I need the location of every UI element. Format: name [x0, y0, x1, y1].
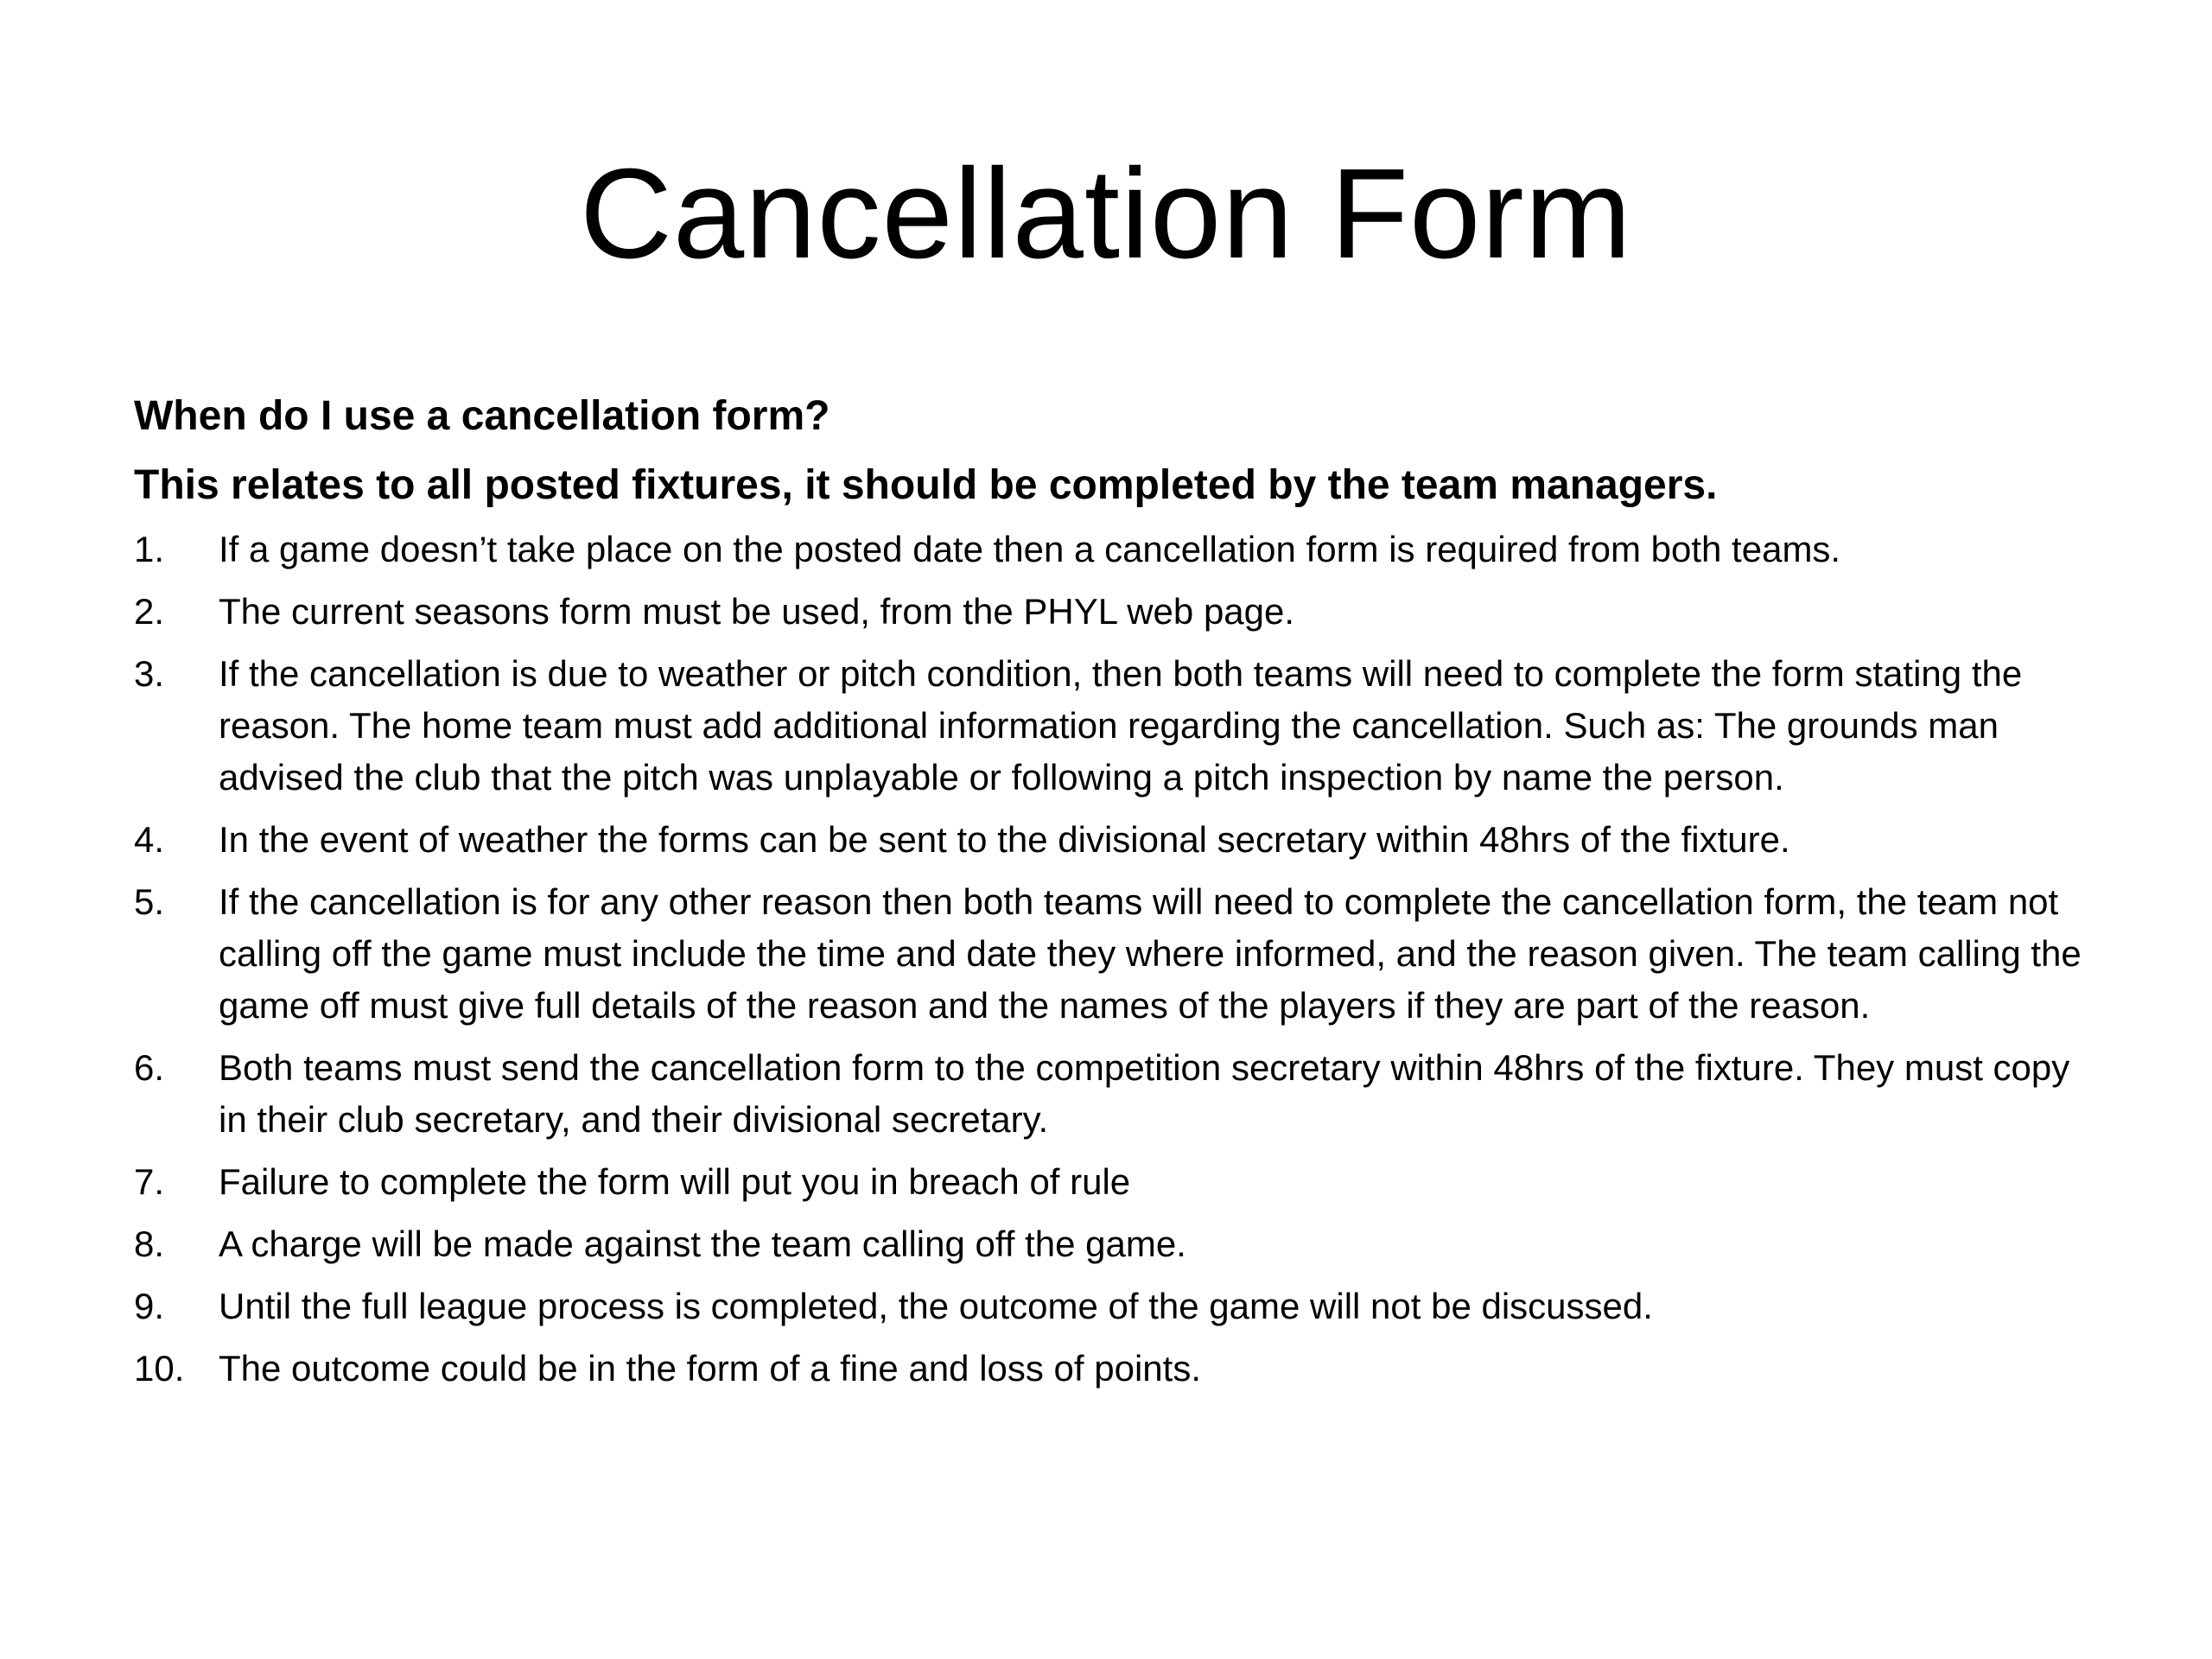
rule-item — [134, 1218, 2104, 1270]
rule-item — [134, 648, 2104, 804]
rule-number: 2. — [134, 591, 165, 632]
rule-text: If the cancellation is for any other reason then both teams will need to complete the cancellation form, the team not calling off the game must include the time and date they where informed, and the reason given. The team calling the game off must give full details of the reason and the names of the players if they are part of the reason. — [219, 881, 2082, 1026]
rule-text: If a game doesn’t take place on the posted date then a cancellation form is required from both teams. — [219, 529, 1841, 569]
slide-title: Cancellation Form — [580, 143, 1632, 285]
rule-item — [134, 814, 2104, 866]
rule-text: In the event of weather the forms can be sent to the divisional secretary within 48hrs of the fixture. — [219, 819, 1790, 860]
rule-item — [134, 524, 2104, 575]
rule-number: 4. — [134, 819, 165, 860]
rule-number: 1. — [134, 529, 165, 569]
rule-number: 10. — [134, 1348, 185, 1389]
rule-item — [134, 1281, 2104, 1332]
rule-text: Failure to complete the form will put you in breach of rule — [219, 1161, 1131, 1202]
rule-text: Both teams must send the cancellation form to the competition secretary within 48hrs of the fixture. They must copy in their club secretary, and their divisional secretary. — [219, 1047, 2070, 1140]
intro-question: When do I use a cancellation form? — [134, 393, 830, 439]
rule-text: A charge will be made against the team calling off the game. — [219, 1224, 1186, 1264]
rule-number: 8. — [134, 1224, 165, 1264]
rule-number: 6. — [134, 1047, 165, 1088]
rule-item — [134, 876, 2104, 1032]
rule-number: 9. — [134, 1286, 165, 1326]
rule-text: The current seasons form must be used, from the PHYL web page. — [219, 591, 1295, 632]
rule-item — [134, 1343, 2104, 1395]
rule-text: The outcome could be in the form of a fine and loss of points. — [219, 1348, 1201, 1389]
rule-number: 5. — [134, 881, 165, 922]
rule-item — [134, 586, 2104, 638]
rule-text: Until the full league process is completed, the outcome of the game will not be discussed. — [219, 1286, 1653, 1326]
slide-content — [134, 391, 2104, 1405]
rule-number: 3. — [134, 653, 165, 694]
rules-list — [134, 524, 2104, 1395]
rule-number: 7. — [134, 1161, 165, 1202]
rule-item — [134, 1042, 2104, 1146]
intro-statement: This relates to all posted fixtures, it should be completed by the team managers. — [134, 462, 1718, 508]
rule-item — [134, 1156, 2104, 1208]
rule-text: If the cancellation is due to weather or pitch condition, then both teams will need to complete the form stating the reason. The home team must add additional information regarding the cancellation. Such as: The grounds man advised the club that the pitch was unplayable or following a pitch inspection by name the person. — [219, 653, 2023, 798]
